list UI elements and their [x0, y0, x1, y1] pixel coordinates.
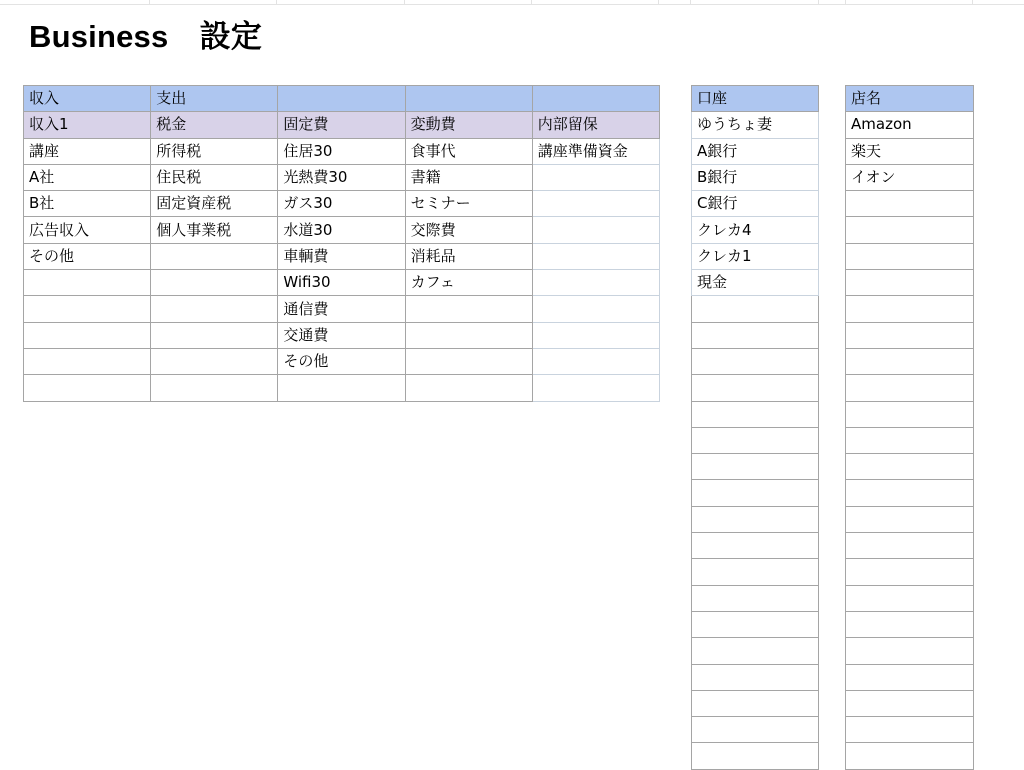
- list-item: [846, 743, 974, 769]
- list-item: [846, 585, 974, 611]
- list-item: [846, 533, 974, 559]
- list-item: [846, 454, 974, 480]
- list-item: [846, 138, 974, 164]
- list-cell[interactable]: [846, 296, 974, 322]
- list-item: [846, 112, 974, 138]
- table-cell[interactable]: [151, 243, 278, 269]
- list-item: [692, 690, 819, 716]
- list-cell[interactable]: [692, 348, 819, 374]
- table-cell[interactable]: 内部留保: [532, 112, 659, 138]
- list-cell[interactable]: [692, 664, 819, 690]
- account-list-table: [691, 85, 819, 770]
- list-item: [692, 243, 819, 269]
- list-cell[interactable]: [846, 743, 974, 769]
- income-expense-category-table: [23, 85, 660, 402]
- table-row: [24, 138, 660, 164]
- list-item: [846, 611, 974, 637]
- table-row: [24, 243, 660, 269]
- list-item: [692, 743, 819, 769]
- table-cell[interactable]: [532, 375, 659, 401]
- list-cell[interactable]: [846, 506, 974, 532]
- list-header-row: [846, 86, 974, 112]
- table-cell[interactable]: [278, 86, 405, 112]
- list-item: [846, 191, 974, 217]
- list-cell[interactable]: イオン: [846, 164, 974, 190]
- table-row: [24, 296, 660, 322]
- table-cell[interactable]: 支出: [151, 86, 278, 112]
- list-cell[interactable]: [692, 296, 819, 322]
- table-cell[interactable]: 消耗品: [405, 243, 532, 269]
- list-item: [846, 638, 974, 664]
- list-item: [692, 138, 819, 164]
- list-item: [692, 585, 819, 611]
- list-cell[interactable]: C銀行: [692, 191, 819, 217]
- list-item: [846, 506, 974, 532]
- list-cell[interactable]: [692, 427, 819, 453]
- list-item: [846, 401, 974, 427]
- list-cell[interactable]: [846, 217, 974, 243]
- list-item: [846, 427, 974, 453]
- list-cell[interactable]: [846, 717, 974, 743]
- list-cell[interactable]: [846, 375, 974, 401]
- table-cell[interactable]: カフェ: [405, 270, 532, 296]
- table-row: [24, 270, 660, 296]
- store-header[interactable]: 店名: [846, 86, 974, 112]
- list-item: [692, 480, 819, 506]
- table-cell[interactable]: 書籍: [405, 164, 532, 190]
- table-cell[interactable]: 固定費: [278, 112, 405, 138]
- list-item: [846, 480, 974, 506]
- list-item: [846, 559, 974, 585]
- table-cell[interactable]: セミナー: [405, 191, 532, 217]
- list-cell[interactable]: [846, 480, 974, 506]
- list-item: [692, 112, 819, 138]
- list-item: [692, 401, 819, 427]
- account-header[interactable]: 口座: [692, 86, 819, 112]
- table-cell[interactable]: ガス30: [278, 191, 405, 217]
- list-cell[interactable]: B銀行: [692, 164, 819, 190]
- list-cell[interactable]: [846, 611, 974, 637]
- list-item: [692, 533, 819, 559]
- list-cell[interactable]: [846, 533, 974, 559]
- table-cell[interactable]: 住居30: [278, 138, 405, 164]
- table-row: [24, 348, 660, 374]
- list-item: [692, 322, 819, 348]
- list-cell[interactable]: 楽天: [846, 138, 974, 164]
- table-cell[interactable]: B社: [24, 191, 151, 217]
- store-list-table: [845, 85, 974, 770]
- table-cell[interactable]: [405, 348, 532, 374]
- list-cell[interactable]: [846, 559, 974, 585]
- table-cell[interactable]: その他: [278, 348, 405, 374]
- table-cell[interactable]: [405, 375, 532, 401]
- table-cell[interactable]: [532, 243, 659, 269]
- table-cell[interactable]: [151, 322, 278, 348]
- table-cell[interactable]: [405, 296, 532, 322]
- list-cell[interactable]: クレカ4: [692, 217, 819, 243]
- list-cell[interactable]: [692, 585, 819, 611]
- list-cell[interactable]: [692, 401, 819, 427]
- sheet-top-gridlines: [0, 0, 1024, 5]
- table-cell[interactable]: [532, 296, 659, 322]
- list-cell[interactable]: [846, 585, 974, 611]
- subcategory-header-row: [24, 112, 660, 138]
- list-cell[interactable]: [692, 454, 819, 480]
- table-cell[interactable]: 収入: [24, 86, 151, 112]
- list-item: [846, 217, 974, 243]
- list-item: [692, 717, 819, 743]
- list-cell[interactable]: [692, 506, 819, 532]
- list-cell[interactable]: [692, 375, 819, 401]
- list-item: [692, 638, 819, 664]
- table-cell[interactable]: [24, 296, 151, 322]
- table-cell[interactable]: [532, 322, 659, 348]
- table-cell[interactable]: 交際費: [405, 217, 532, 243]
- list-item: [846, 322, 974, 348]
- table-cell[interactable]: 収入1: [24, 112, 151, 138]
- table-cell[interactable]: [405, 322, 532, 348]
- category-header-row: [24, 86, 660, 112]
- list-item: [846, 270, 974, 296]
- list-cell[interactable]: [846, 191, 974, 217]
- table-cell[interactable]: Wifi30: [278, 270, 405, 296]
- table-cell[interactable]: 食事代: [405, 138, 532, 164]
- table-row: [24, 322, 660, 348]
- list-header-row: [692, 86, 819, 112]
- list-cell[interactable]: [692, 533, 819, 559]
- list-item: [846, 664, 974, 690]
- table-cell[interactable]: [151, 296, 278, 322]
- list-item: [692, 559, 819, 585]
- table-cell[interactable]: [532, 217, 659, 243]
- list-cell[interactable]: [846, 243, 974, 269]
- table-cell[interactable]: 交通費: [278, 322, 405, 348]
- table-cell[interactable]: 車輌費: [278, 243, 405, 269]
- table-cell[interactable]: 広告収入: [24, 217, 151, 243]
- table-cell[interactable]: 光熱費30: [278, 164, 405, 190]
- list-cell[interactable]: [846, 427, 974, 453]
- list-cell[interactable]: ゆうちょ妻: [692, 112, 819, 138]
- list-cell[interactable]: Amazon: [846, 112, 974, 138]
- table-cell[interactable]: [24, 348, 151, 374]
- list-cell[interactable]: 現金: [692, 270, 819, 296]
- list-item: [846, 296, 974, 322]
- list-cell[interactable]: [692, 638, 819, 664]
- list-cell[interactable]: [692, 322, 819, 348]
- list-cell[interactable]: [692, 559, 819, 585]
- table-row: [24, 217, 660, 243]
- list-cell[interactable]: [846, 348, 974, 374]
- list-item: [692, 375, 819, 401]
- table-cell[interactable]: 税金: [151, 112, 278, 138]
- list-cell[interactable]: A銀行: [692, 138, 819, 164]
- table-cell[interactable]: 個人事業税: [151, 217, 278, 243]
- table-cell[interactable]: [532, 86, 659, 112]
- table-cell[interactable]: その他: [24, 243, 151, 269]
- table-row: [24, 164, 660, 190]
- table-cell[interactable]: 講座準備資金: [532, 138, 659, 164]
- list-cell[interactable]: [692, 717, 819, 743]
- table-cell[interactable]: A社: [24, 164, 151, 190]
- list-item: [846, 243, 974, 269]
- list-item: [692, 164, 819, 190]
- list-item: [846, 690, 974, 716]
- list-cell[interactable]: [692, 480, 819, 506]
- table-cell[interactable]: [151, 375, 278, 401]
- table-cell[interactable]: 変動費: [405, 112, 532, 138]
- table-cell[interactable]: 通信費: [278, 296, 405, 322]
- table-cell[interactable]: [24, 322, 151, 348]
- table-cell[interactable]: 固定資産税: [151, 191, 278, 217]
- list-item: [692, 506, 819, 532]
- table-row: [24, 191, 660, 217]
- table-cell[interactable]: [532, 348, 659, 374]
- list-item: [692, 348, 819, 374]
- page-title: Business 設定: [29, 19, 263, 54]
- table-cell[interactable]: [532, 191, 659, 217]
- table-cell[interactable]: 水道30: [278, 217, 405, 243]
- list-cell[interactable]: [692, 611, 819, 637]
- table-cell[interactable]: 所得税: [151, 138, 278, 164]
- list-cell[interactable]: [846, 690, 974, 716]
- list-cell[interactable]: [846, 322, 974, 348]
- list-cell[interactable]: [692, 743, 819, 769]
- list-item: [692, 454, 819, 480]
- table-cell[interactable]: 講座: [24, 138, 151, 164]
- list-item: [692, 191, 819, 217]
- list-item: [846, 348, 974, 374]
- table-cell[interactable]: [532, 270, 659, 296]
- list-item: [846, 717, 974, 743]
- table-cell[interactable]: [24, 375, 151, 401]
- list-cell[interactable]: クレカ1: [692, 243, 819, 269]
- table-cell[interactable]: [532, 164, 659, 190]
- table-cell[interactable]: [405, 86, 532, 112]
- list-item: [692, 217, 819, 243]
- table-cell[interactable]: [151, 270, 278, 296]
- list-cell[interactable]: [846, 638, 974, 664]
- list-item: [692, 296, 819, 322]
- list-item: [692, 611, 819, 637]
- list-cell[interactable]: [846, 664, 974, 690]
- table-cell[interactable]: [24, 270, 151, 296]
- table-cell[interactable]: [151, 348, 278, 374]
- list-item: [692, 427, 819, 453]
- list-cell[interactable]: [846, 401, 974, 427]
- table-cell[interactable]: [278, 375, 405, 401]
- list-cell[interactable]: [692, 690, 819, 716]
- table-cell[interactable]: 住民税: [151, 164, 278, 190]
- list-item: [846, 164, 974, 190]
- list-item: [692, 270, 819, 296]
- list-item: [692, 664, 819, 690]
- table-row: [24, 375, 660, 401]
- list-cell[interactable]: [846, 454, 974, 480]
- list-cell[interactable]: [846, 270, 974, 296]
- list-item: [846, 375, 974, 401]
